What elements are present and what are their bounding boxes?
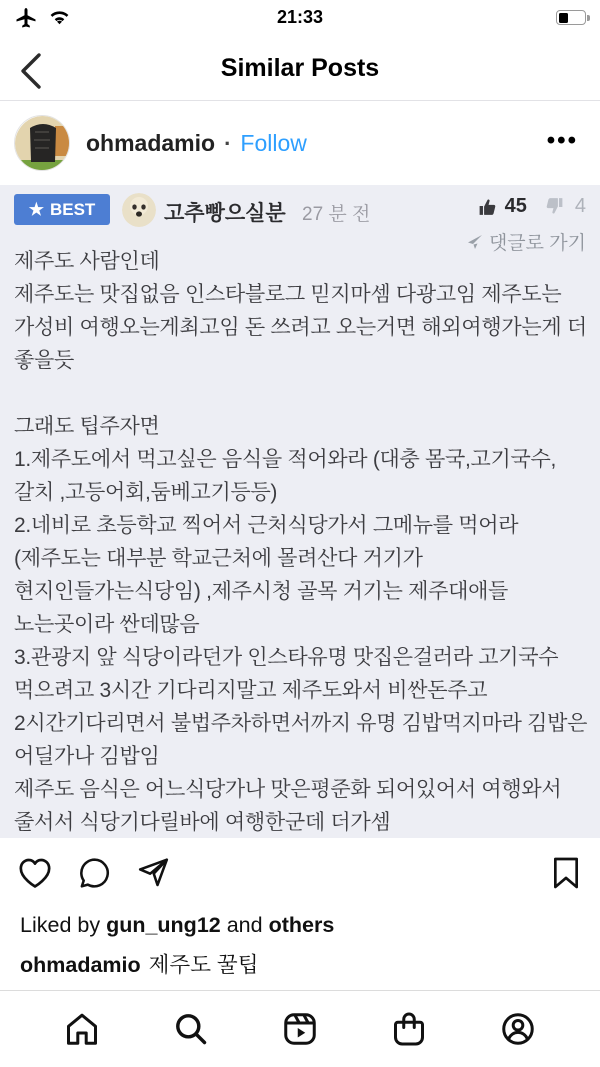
profile-icon[interactable] <box>498 1009 538 1049</box>
liked-by-others[interactable]: others <box>268 913 335 937</box>
forum-post-header <box>14 192 586 254</box>
liked-by-middle: and <box>220 913 269 937</box>
nav-bar <box>0 40 600 101</box>
comment-icon[interactable] <box>78 857 111 889</box>
post-body-paragraph: 2.네비로 초등학교 찍어서 근처식당가서 그메뉴를 먹어라(제주도는 대부분 학교근처에 몰려산다 거기가 현지인들가는식당임) ,제주시청 골목 거기는 제주대애들 노는곳이라 싼데많음 <box>14 514 519 636</box>
post-body-paragraph: 3.관광지 앞 식당이라던가 인스타유명 맛집은걸러라 고기국수 먹으려고 3시간 기다리지말고 제주도와서 비싼돈주고 2시간기다리면서 불법주차하면서까지 유명 김밥먹지마라 김밥은 어딜가나 김밥임 <box>14 646 588 768</box>
search-icon[interactable] <box>171 1009 211 1049</box>
thumbs-up-icon <box>478 197 498 216</box>
status-bar <box>0 0 600 40</box>
post-body-paragraph: 1.제주도에서 먹고싶은 음식을 적어와라 (대충 몸국,고기국수,갈치 ,고등어회,둠베고기등등) <box>14 448 557 504</box>
battery-icon <box>556 10 586 25</box>
post-body-paragraph <box>14 377 590 410</box>
liked-by-row[interactable] <box>20 913 580 938</box>
post-username[interactable]: ohmadamio <box>86 130 216 156</box>
action-bar <box>0 843 600 907</box>
dislike-count: 4 <box>574 195 586 217</box>
caption-text: 제주도 꿀팁 <box>148 953 259 977</box>
post-body-paragraph: 제주도는 맛집없음 인스타블로그 믿지마셈 다광고임 제주도는 가성비 여행오는게최고임 돈 쓰려고 오는거면 해외여행가는게 더 좋을듯 <box>14 283 587 372</box>
caption-row <box>20 948 580 979</box>
best-badge <box>14 194 110 225</box>
like-count: 45 <box>504 195 527 217</box>
follow-button[interactable]: Follow <box>240 130 307 156</box>
forum-post-time: 27 분 전 <box>302 204 371 225</box>
reels-icon[interactable] <box>280 1009 320 1049</box>
post-body-paragraph: 제주도 음식은 어느식당가나 맛은평준화 되어있어서 여행와서 줄서서 식당기다릴바에 여행한군데 더가셈 <box>14 778 562 834</box>
thumbs-down-icon <box>544 197 564 216</box>
post-body-paragraph: 제주도 사람인데 <box>14 250 160 273</box>
go-to-comments-label: 댓글로 가기 <box>488 233 586 254</box>
more-options-icon[interactable]: ••• <box>546 127 578 154</box>
forum-author-name: 고추빵으실분 <box>164 202 286 225</box>
page-title: Similar Posts <box>220 54 380 82</box>
like-heart-icon[interactable] <box>18 857 52 889</box>
avatar[interactable] <box>14 115 70 171</box>
liked-by-user[interactable]: gun_ung12 <box>106 913 221 937</box>
share-icon[interactable] <box>137 857 170 889</box>
caption-username[interactable]: ohmadamio <box>20 953 141 977</box>
bottom-tab-bar <box>0 990 600 1067</box>
star-icon: ★ <box>28 199 44 219</box>
post-body-paragraph: 그래도 팁주자면 <box>14 415 160 438</box>
separator-dot: · <box>224 130 232 156</box>
best-badge-label: BEST <box>49 199 96 219</box>
home-icon[interactable] <box>62 1009 102 1049</box>
liked-by-prefix: Liked by <box>20 913 107 937</box>
shop-icon[interactable] <box>389 1009 429 1049</box>
bookmark-icon[interactable] <box>552 857 580 889</box>
forum-author-avatar <box>122 193 156 227</box>
post-image[interactable] <box>0 185 600 838</box>
post-header <box>0 102 600 185</box>
status-time: 21:33 <box>276 7 324 27</box>
forum-post-body <box>14 245 590 838</box>
